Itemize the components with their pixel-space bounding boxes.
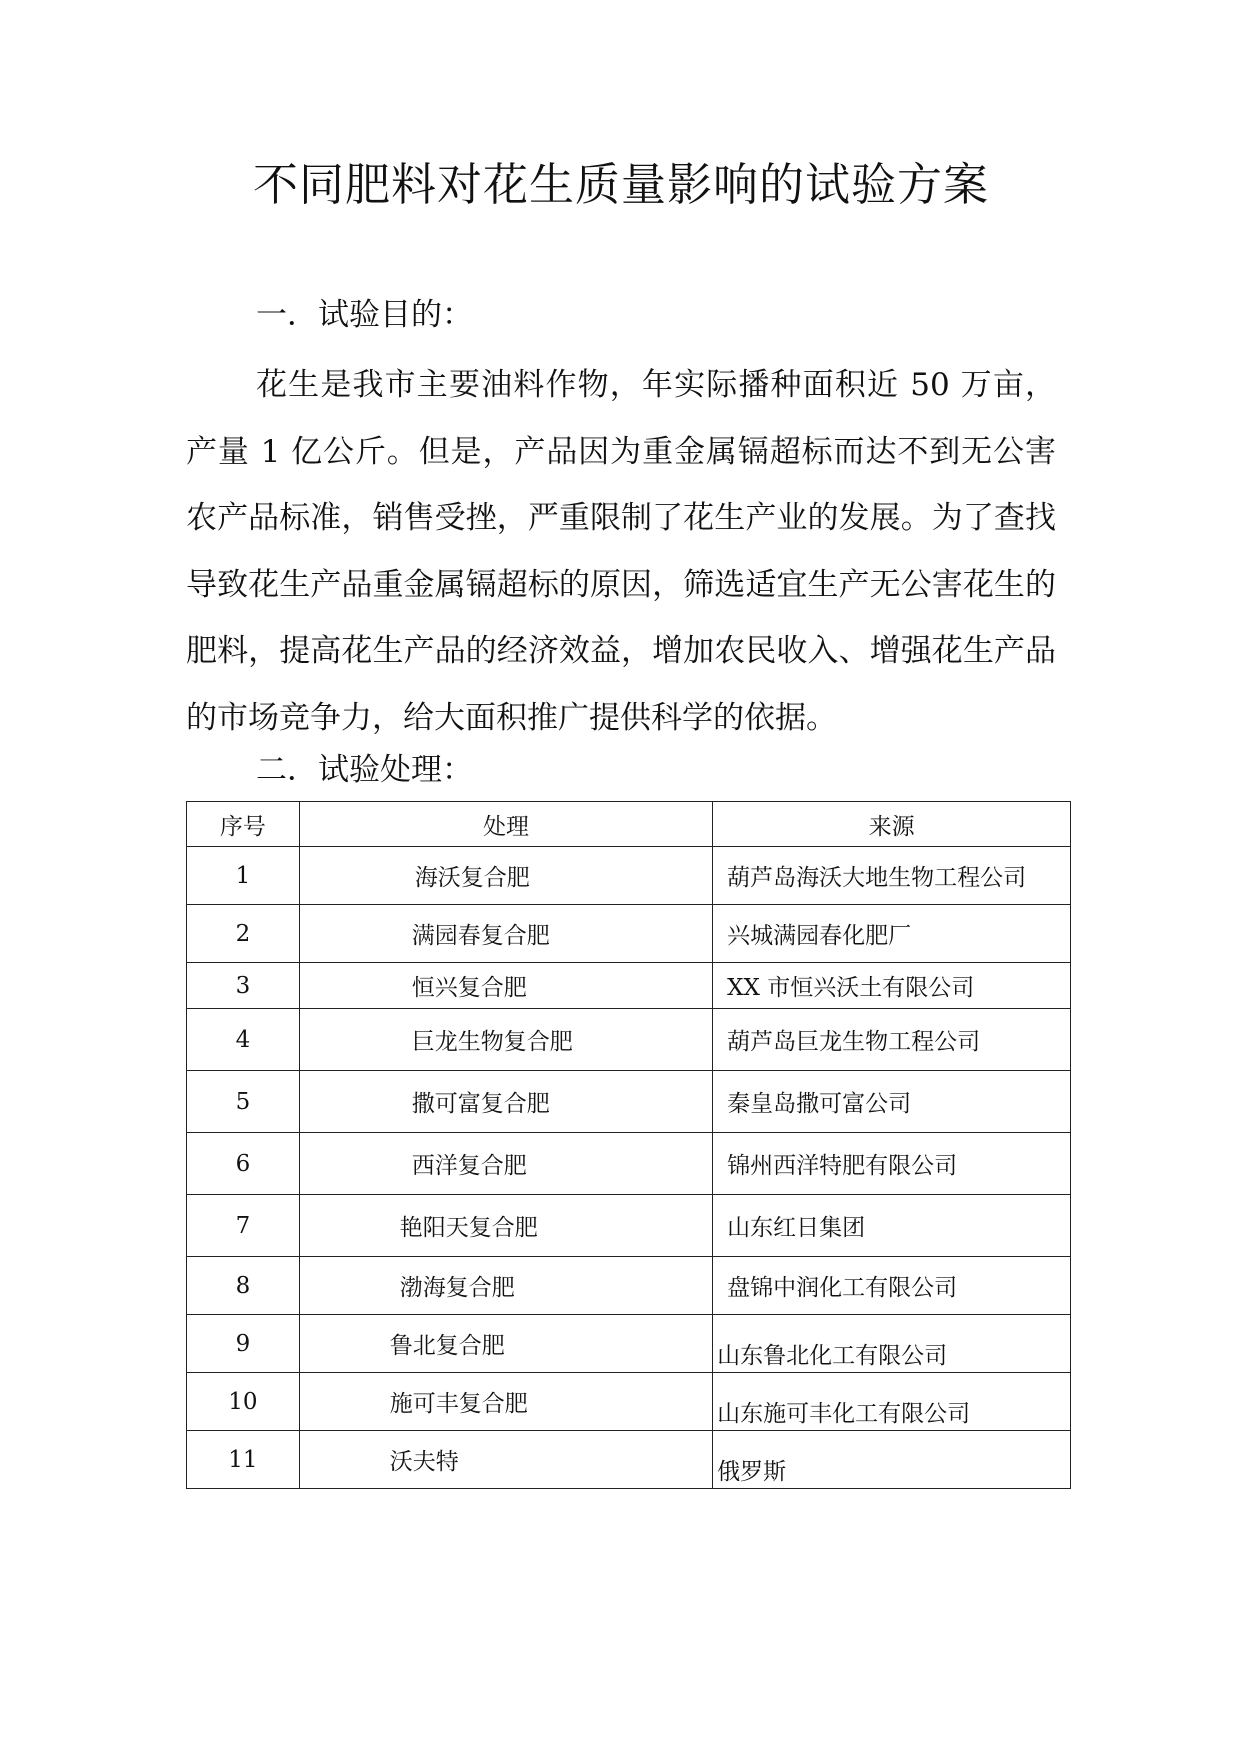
table-row	[187, 1195, 1071, 1257]
purpose-paragraph: 花生是我市主要油料作物，年实际播种面积近 50 万亩，产量 1 亿公斤。但是，产品因为重金属镉超标而达不到无公害农产品标准，销售受挫，严重限制了花生产业的发展。为了查找导致花生产品重金属镉超标的原因，筛选适宜生产无公害花生的肥料，提高花生产品的经济效益，增加农民收入、增强花生产品的市场竞争力，给大面积推广提供科学的依据。	[186, 367, 1056, 736]
row-number: 8	[187, 1257, 300, 1315]
row-treatment: 鲁北复合肥	[299, 1315, 712, 1373]
row-source: 兴城满园春化肥厂	[713, 905, 1071, 963]
header-no: 序号	[187, 802, 300, 847]
row-treatment: 巨龙生物复合肥	[299, 1009, 712, 1071]
section-heading-treatments: 二．试验处理：	[256, 752, 473, 788]
document-title: 不同肥料对花生质量影响的试验方案	[252, 158, 989, 211]
table-row	[187, 963, 1071, 1009]
table-row	[187, 1315, 1071, 1373]
row-source: 锦州西洋特肥有限公司	[713, 1133, 1071, 1195]
table-row	[187, 1071, 1071, 1133]
row-treatment: 艳阳天复合肥	[299, 1195, 712, 1257]
row-number: 3	[187, 963, 300, 1009]
row-treatment: 海沃复合肥	[299, 847, 712, 905]
row-treatment: 施可丰复合肥	[299, 1373, 712, 1431]
table-body	[187, 847, 1071, 1489]
row-source: 葫芦岛巨龙生物工程公司	[713, 1009, 1071, 1071]
row-source: 秦皇岛撒可富公司	[713, 1071, 1071, 1133]
treatment-table	[186, 801, 1071, 1489]
row-source: 葫芦岛海沃大地生物工程公司	[713, 847, 1071, 905]
row-number: 1	[187, 847, 300, 905]
row-number: 11	[187, 1431, 300, 1489]
row-number: 6	[187, 1133, 300, 1195]
table-row	[187, 1257, 1071, 1315]
row-treatment: 渤海复合肥	[299, 1257, 712, 1315]
row-number: 4	[187, 1009, 300, 1071]
row-treatment: 西洋复合肥	[299, 1133, 712, 1195]
table-header-row	[187, 802, 1071, 847]
table-row	[187, 1009, 1071, 1071]
row-number: 2	[187, 905, 300, 963]
header-source: 来源	[713, 802, 1071, 847]
row-number: 9	[187, 1315, 300, 1373]
row-source: 山东施可丰化工有限公司	[713, 1373, 1071, 1431]
row-source: 俄罗斯	[713, 1431, 1071, 1489]
row-number: 10	[187, 1373, 300, 1431]
table-row	[187, 847, 1071, 905]
header-treatment: 处理	[299, 802, 712, 847]
table-row	[187, 1431, 1071, 1489]
table-row	[187, 905, 1071, 963]
row-treatment: 满园春复合肥	[299, 905, 712, 963]
row-number: 5	[187, 1071, 300, 1133]
row-treatment: 撒可富复合肥	[299, 1071, 712, 1133]
row-treatment: 恒兴复合肥	[299, 963, 712, 1009]
table-row	[187, 1373, 1071, 1431]
row-source: 山东红日集团	[713, 1195, 1071, 1257]
section-heading-purpose: 一．试验目的：	[256, 297, 473, 333]
row-treatment: 沃夫特	[299, 1431, 712, 1489]
row-source: 盘锦中润化工有限公司	[713, 1257, 1071, 1315]
row-number: 7	[187, 1195, 300, 1257]
table-row	[187, 1133, 1071, 1195]
row-source: XX 市恒兴沃土有限公司	[713, 963, 1071, 1009]
row-source: 山东鲁北化工有限公司	[713, 1315, 1071, 1373]
